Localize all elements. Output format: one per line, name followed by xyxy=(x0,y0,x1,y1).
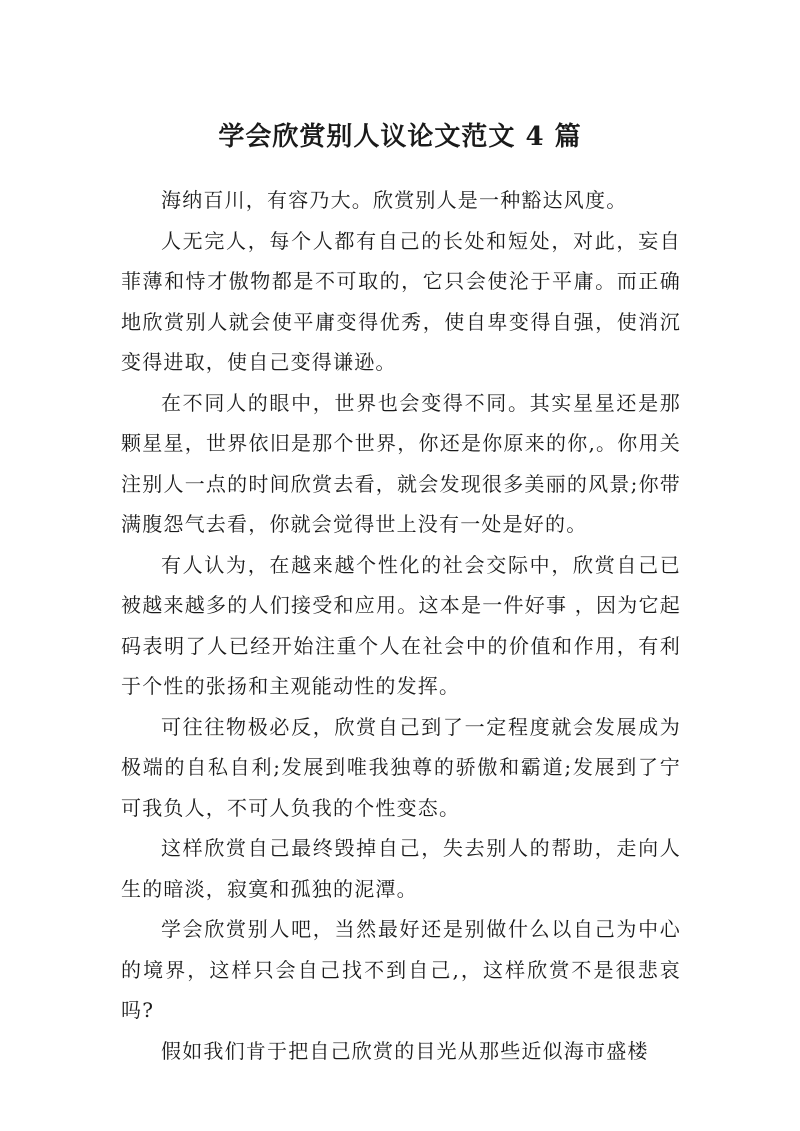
paragraph: 假如我们肯于把自己欣赏的目光从那些近似海市盛楼 xyxy=(161,1038,649,1063)
document-body xyxy=(121,180,681,1071)
paragraph: 海纳百川，有容乃大。欣赏别人是一种豁达风度。 xyxy=(161,188,628,212)
paragraph: 在不同人的眼中，世界也会变得不同。其实星星还是那颗星星，世界依旧是那个世界，你还是你原来的你,。你用关注别人一点的时间欣赏去看，就会发现很多美丽的风景;你带满腹怨气去看，你就会觉得世上没有一处是好的。 xyxy=(121,390,681,536)
paragraph: 人无完人，每个人都有自己的长处和短处，对此，妄自菲薄和恃才傲物都是不可取的，它只会使沦于平庸。而正确地欣赏别人就会使平庸变得优秀，使自卑变得自强，使消沉变得进取，使自己变得谦逊。 xyxy=(121,228,681,374)
paragraph: 有人认为，在越来越个性化的社会交际中，欣赏自己已被越来越多的人们接受和应用。这本是一件好事 ，因为它起码表明了人已经开始注重个人在社会中的价值和作用，有利于个性的张扬和主观能动性的发挥。 xyxy=(121,552,681,698)
document-title: 学会欣赏别人议论文范文 4 篇 xyxy=(218,122,582,153)
paragraph: 学会欣赏别人吧，当然最好还是别做什么以自己为中心的境界，这样只会自己找不到自己,，这样欣赏不是很悲哀吗? xyxy=(121,917,681,1022)
paragraph: 这样欣赏自己最终毁掉自己，失去别人的帮助，走向人生的暗淡，寂寞和孤独的泥潭。 xyxy=(121,836,681,901)
paragraph: 可往往物极必反，欣赏自己到了一定程度就会发展成为极端的自私自利;发展到唯我独尊的骄傲和霸道;发展到了宁可我负人，不可人负我的个性变态。 xyxy=(121,714,681,820)
